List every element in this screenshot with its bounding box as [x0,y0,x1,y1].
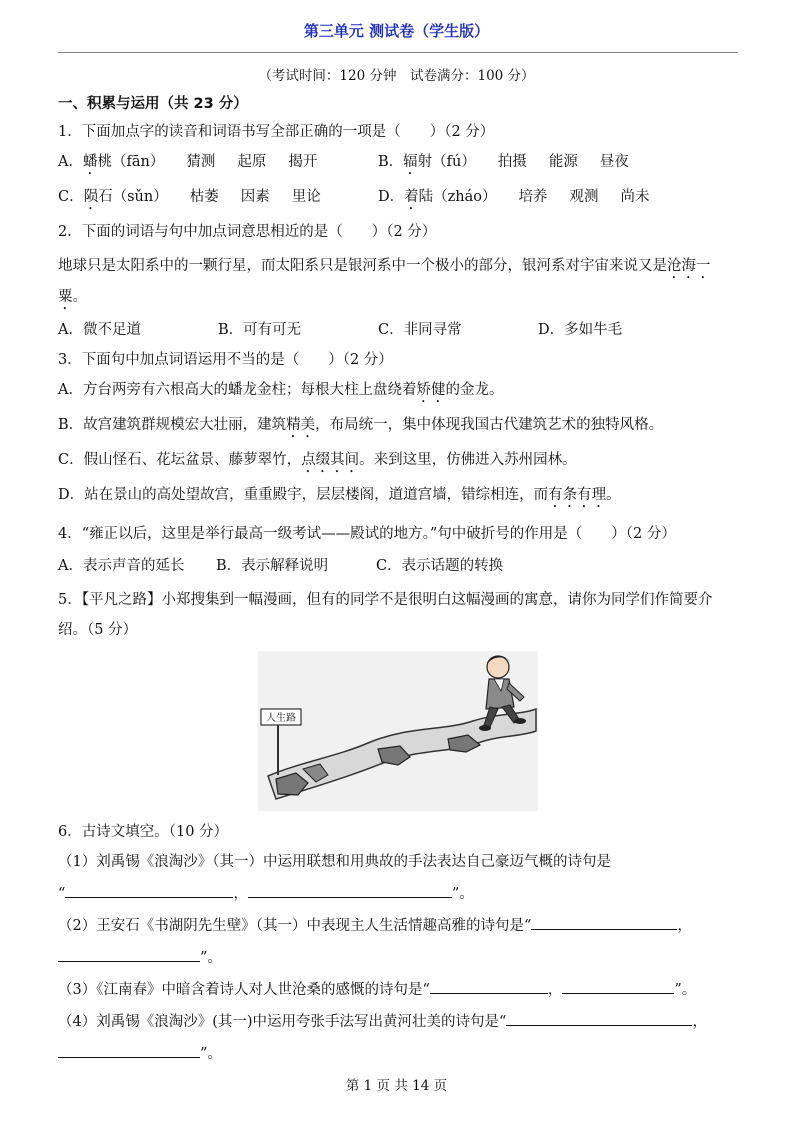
q6-sub2-text: （2）王安石《书湖阴先生壁》（其一）中表现主人生活情趣高雅的诗句是“ [58,918,532,934]
q1-option-a-word1: 猜测 [186,154,216,170]
q6-sub2-blank2[interactable] [58,945,200,962]
q6-sub1-close-quote: ”。 [451,886,474,902]
q6-sub3-comma: ， [547,982,563,998]
q2-option-a: A．微不足道 [58,322,141,338]
q1-option-c-pinyin: 石（sǔn） [98,189,168,205]
q2-option-b: B．可有可无 [218,322,302,338]
q6-sub4-blank1[interactable] [506,1009,692,1026]
q1-option-b-word2: 能源 [548,154,578,170]
q6-stem: 6．古诗文填空。（10 分） [58,824,229,840]
q1-option-b-label: B． [378,154,404,170]
q3-option-c-text: C．假山怪石、花坛盆景、藤萝翠竹， [58,452,302,468]
page-header-title: 第三单元 测试卷（学生版） [303,22,490,40]
q6-sub3-blank2[interactable] [562,977,674,994]
q1-option-b-word1: 拍摄 [497,154,527,170]
q2-options [58,319,738,341]
q3-option-b [58,414,738,441]
q6-sub1-prompt [58,851,738,873]
q6-sub2-answer [58,945,738,969]
q6-sub3-close-quote: ”。 [674,982,697,998]
q1-option-b-pinyin: 射（fú） [417,154,476,170]
q1-options-row1 [58,151,738,178]
header-divider [58,52,738,53]
q6-sub4-close-quote: ”。 [200,1046,222,1062]
q1-option-b-word3: 昼夜 [599,154,629,170]
q6-sub1-comma: ， [233,886,248,902]
q6-sub3-text: （3）《江南春》中暗含着诗人对人世沧桑的感慨的诗句是“ [58,982,430,998]
q3-option-d-end: 。 [606,487,621,503]
q2-option-d: D．多如牛毛 [538,322,623,338]
q1-option-c-word1: 枯萎 [189,189,219,205]
q1-option-d-word2: 观测 [569,189,599,205]
q1-option-d-pinyin: 陆（zháo） [418,189,497,205]
q2-sentence-end: 。 [72,289,87,305]
q1-option-d-label: D． [378,189,405,205]
q6-sub1-open-quote: “ [58,886,66,902]
exam-content [58,92,738,1073]
q3-option-d [58,484,738,511]
q6-sub4-blank2[interactable] [58,1041,200,1058]
q4-option-b: B．表示解释说明 [216,558,329,574]
q6-sub2-blank1[interactable] [531,913,677,930]
page-footer: 第 1 页 共 14 页 [345,1078,448,1094]
q3-option-a-end: 的金龙。 [445,382,504,398]
cartoon-man-shoe-right [514,718,526,724]
q1-option-b [378,151,698,178]
q1-option-d [378,186,698,213]
q6-sub3-blank1[interactable] [430,977,548,994]
q2-sentence [58,251,738,313]
q5-stem: 5．【平凡之路】小郑搜集到一幅漫画，但有的同学不是很明白这幅漫画的寓意，请你为同学们作简要介绍。（5 分） [58,592,713,638]
q4-options [58,555,738,577]
q6-sub2-prompt [58,913,738,937]
q1-option-c [58,186,378,213]
q1-option-a-label: A． [58,154,83,170]
q3-option-b-text: B．故宫建筑群规模宏大壮丽，建筑 [58,417,287,433]
q1-option-b-dotted-char: 辐 [403,154,418,170]
q1-option-d-word3: 尚未 [620,189,650,205]
q3-stem: 3．下面句中加点词语运用不当的是（ ）（2 分） [58,352,393,368]
q1-stem: 1．下面加点字的读音和词语书写全部正确的一项是（ ）（2 分） [58,124,495,140]
q3-option-d-dotted: 有条有理 [548,487,607,503]
q3-option-b-end: ，布局统一，集中体现我国古代建筑艺术的独特风格。 [315,417,664,433]
q1-option-c-dotted-char: 陨 [83,189,99,205]
q6-sub4-prompt [58,1009,738,1033]
q1-option-c-word2: 因素 [240,189,270,205]
q2-stem: 2．下面的词语与句中加点词意思相近的是（ ）（2 分） [58,224,437,240]
q2-dotted-phrase: 沧海一粟 [58,258,711,305]
q1-option-a-word3: 揭开 [288,154,318,170]
q1-option-c-word3: 里论 [291,189,321,205]
q3-option-a-dotted: 矫健 [416,382,446,398]
q1-option-a-word2: 起原 [237,154,267,170]
cartoon-man-shoe-left [479,725,491,731]
q6-sub1-blank1[interactable] [65,881,233,898]
q6-sub4-text: （4）刘禹锡《浪淘沙》(其一)中运用夸张手法写出黄河壮美的诗句是“ [58,1014,507,1030]
q6-sub4-comma: ， [692,1014,707,1030]
q3-option-a-text: A．方台两旁有六根高大的蟠龙金柱；每根大柱上盘绕着 [58,382,417,398]
cartoon-sign-text: 人生路 [266,713,296,724]
q4-stem: 4．“雍正以后，这里是举行最高一级考试——殿试的地方。”句中破折号的作用是（ ）（2 分） [58,526,676,542]
q6-sub4-answer [58,1041,738,1065]
q6-sub2-comma: ， [677,918,692,934]
q1-option-c-label: C． [58,189,84,205]
q3-option-a [58,379,738,406]
section-title: 一、积累与运用（共 23 分） [58,96,248,112]
q3-option-d-text: D．站在景山的高处望故宫，重重殿宇，层层楼阁，道道宫墙，错综相连，而 [58,487,549,503]
q1-option-a [58,151,378,178]
q3-option-b-dotted: 精美 [286,417,316,433]
q4-option-c: C．表示话题的转换 [376,558,504,574]
q3-option-c-dotted: 点缀其间 [301,452,360,468]
q2-sentence-text: 地球只是太阳系中的一颗行星，而太阳系只是银河系中一个极小的部分，银河系对宇宙来说又是 [58,258,667,274]
life-road-cartoon [258,651,538,811]
q6-sub2-close-quote: ”。 [200,950,222,966]
q1-option-d-dotted-char: 着 [404,189,419,205]
q4-option-a: A．表示声音的延长 [58,558,185,574]
q1-option-a-pinyin: 桃（fān） [97,154,165,170]
q6-sub1-text: （1）刘禹锡《浪淘沙》（其一）中运用联想和用典故的手法表达自己豪迈气概的诗句是 [58,854,611,870]
exam-info: （考试时间：120 分钟 试卷满分：100 分） [258,68,535,84]
q6-sub1-answer [58,881,738,905]
q1-options-row2 [58,186,738,213]
q3-option-c [58,449,738,476]
q1-option-a-dotted-char: 蟠 [82,154,98,170]
q6-sub3 [58,977,738,1001]
q3-option-c-end: 。来到这里，仿佛进入苏州园林。 [359,452,577,468]
q6-sub1-blank2[interactable] [248,881,452,898]
q1-option-d-word1: 培养 [518,189,548,205]
q2-option-c: C．非同寻常 [378,322,462,338]
